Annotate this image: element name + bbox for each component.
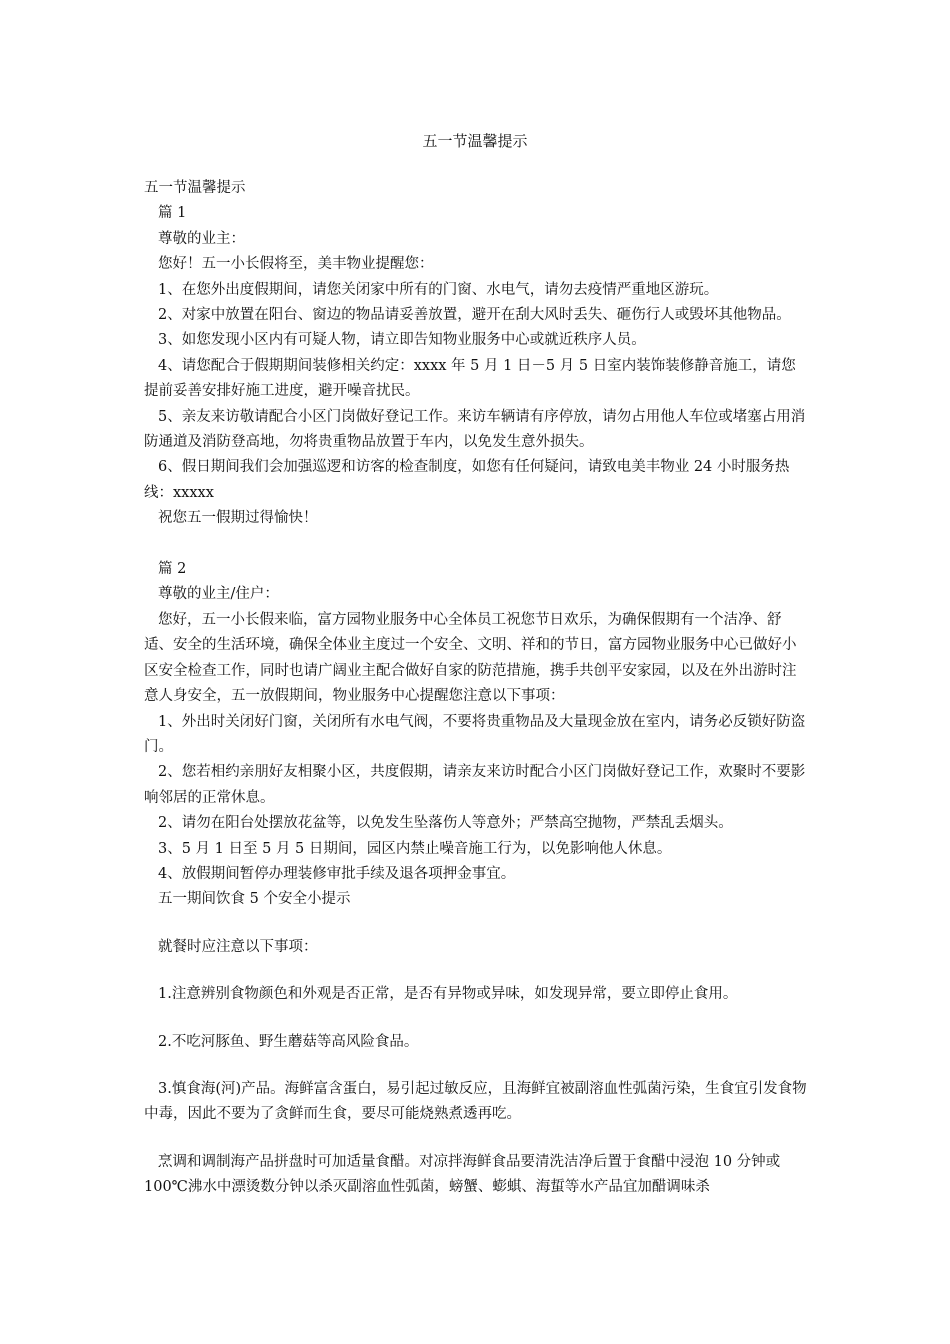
section2-item: 3、5 月 1 日至 5 月 5 日期间，园区内禁止噪音施工行为，以免影响他人休息。 <box>158 840 672 857</box>
section2-item: 2、请勿在阳台处摆放花盆等，以免发生坠落伤人等意外；严禁高空抛物，严禁乱丢烟头。 <box>158 815 733 832</box>
section1-greeting: 尊敬的业主： <box>158 230 245 247</box>
document-body <box>144 176 808 1201</box>
section2-item: 2、您若相约亲朋好友相聚小区，共度假期，请亲友来访时配合小区门岗做好登记工作，欢聚时不要影响邻居的正常休息。 <box>144 764 806 806</box>
section3-heading: 五一期间饮食 5 个安全小提示 <box>158 891 351 908</box>
section3-item: 2.不吃河豚鱼、野生蘑菇等高风险食品。 <box>158 1033 419 1050</box>
section1-heading: 篇 1 <box>158 205 187 222</box>
section1-item: 5、亲友来访敬请配合小区门岗做好登记工作。来访车辆请有序停放，请勿占用他人车位或堵塞占用消防通道及消防登高地，勿将贵重物品放置于车内，以免发生意外损失。 <box>144 408 806 451</box>
section1-item: 6、假日期间我们会加强巡逻和访客的检查制度，如您有任何疑问，请致电美丰物业 24 小时服务热线：xxxxx <box>144 459 790 501</box>
section2-item: 4、放假期间暂停办理装修审批手续及退各项押金事宜。 <box>158 865 516 882</box>
section3-item: 烹调和调制海产品拼盘时可加适量食醋。对凉拌海鲜食品要清洗洁净后置于食醋中浸泡 10 分钟或 100℃沸水中漂烫数分钟以杀灭副溶血性弧菌，螃蟹、蟛蜞、海蜇等水产品宜加醋调味杀 <box>144 1153 781 1196</box>
spacer <box>144 960 808 982</box>
document-title: 五一节温馨提示 <box>422 132 528 150</box>
section1-item: 4、请您配合于假期期间装修相关约定：xxxx 年 5 月 1 日－5 月 5 日室内装饰装修静音施工，请您提前妥善安排好施工进度，避开噪音扰民。 <box>144 357 796 400</box>
spacer <box>144 913 808 935</box>
section1-item: 2、对家中放置在阳台、窗边的物品请妥善放置，避开在刮大风时丢失、砸伤行人或毁坏其他物品。 <box>158 307 791 324</box>
section2-intro: 您好，五一小长假来临，富方园物业服务中心全体员工祝您节日欢乐，为确保假期有一个洁净、舒适、安全的生活环境，确保全体业主度过一个安全、文明、祥和的节日，富方园物业服务中心已做好小区安全检查工作，同时也请广阔业主配合做好自家的防范措施，携手共创平安家园，以及在外出游时注意人身安全，五一放假期间，物业服务中心提醒您注意以下事项： <box>144 611 797 705</box>
section3-item: 1.注意辨别食物颜色和外观是否正常，是否有异物或异味，如发现异常，要立即停止食用。 <box>158 986 738 1003</box>
section2-item: 1、外出时关闭好门窗，关闭所有水电气阀，不要将贵重物品及大量现金放在室内，请务必反锁好防盗门。 <box>144 713 806 755</box>
subtitle: 五一节温馨提示 <box>144 180 246 196</box>
section3-lead: 就餐时应注意以下事项： <box>158 938 318 955</box>
spacer <box>144 1008 808 1030</box>
spacer <box>144 532 808 557</box>
section1-intro: 您好！五一小长假将至，美丰物业提醒您： <box>158 256 434 273</box>
section1-item: 1、在您外出度假期间，请您关闭家中所有的门窗、水电气，请勿去疫情严重地区游玩。 <box>158 281 719 298</box>
section1-item: 3、如您发现小区内有可疑人物，请立即告知物业服务中心或就近秩序人员。 <box>158 332 646 349</box>
spacer <box>144 1128 808 1150</box>
spacer <box>144 1055 808 1077</box>
section1-closing: 祝您五一假期过得愉快！ <box>158 510 318 527</box>
section2-heading: 篇 2 <box>158 561 187 578</box>
section3-item: 3.慎食海(河)产品。海鲜富含蛋白，易引起过敏反应，且海鲜宜被副溶血性弧菌污染，生食宜引发食物中毒，因此不要为了贪鲜而生食，要尽可能烧熟煮透再吃。 <box>144 1080 807 1123</box>
section2-greeting: 尊敬的业主/住户： <box>158 586 279 603</box>
